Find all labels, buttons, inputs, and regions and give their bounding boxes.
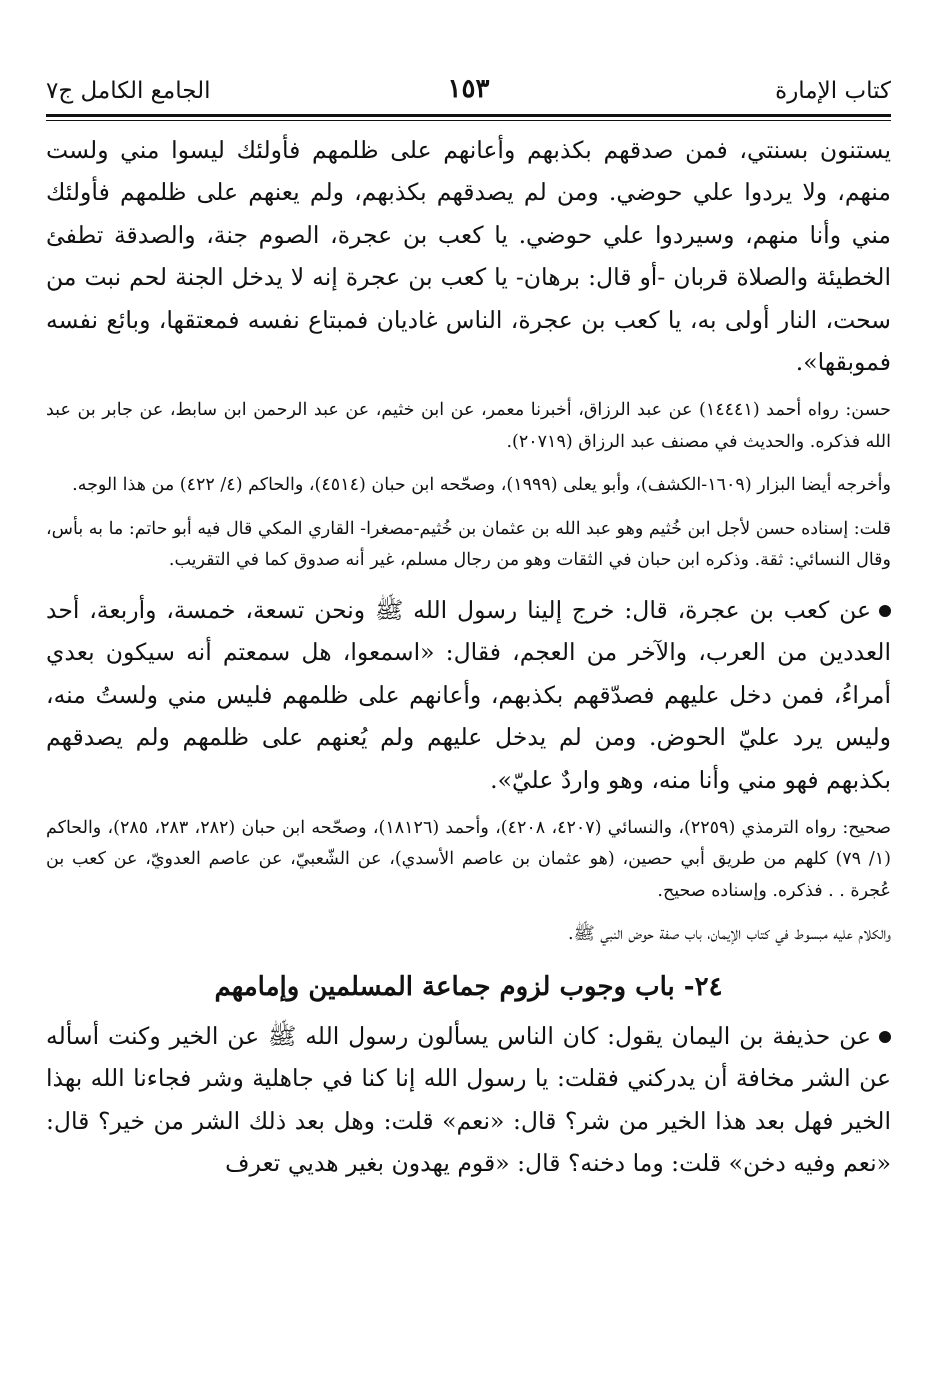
takhrij-note: وأخرجه أيضا البزار (١٦٠٩-الكشف)، وأبو يعلى (١٩٩٩)، وصحّحه ابن حبان (٤٥١٤)، والحاكم (٤/ ٤٢٢) من هذا الوجه. [72, 475, 891, 496]
page-number: ١٥٣ [447, 74, 490, 104]
hadith-body: عن حذيفة بن اليمان يقول: كان الناس يسألون رسول الله ﷺ عن الخير وكنت أسأله عن الشر مخافة أن يدركني فقلت: يا رسول الله إنا كنا في جاهلية وشر فجاءنا الله بهذا الخير فهل بعد هذا الخير من شر؟ قال: «نعم» قلت: وهل بعد ذلك الشر من خير؟ قال: «نعم وفيه دخن» قلت: وما دخنه؟ قال: «قوم يهدون بغير هديي تعرف [46, 1021, 891, 1178]
commentary-note: قلت: إسناده حسن لأجل ابن خُثيم وهو عبد الله بن عثمان بن خُثيم-مصغرا- القاري المكي قال فيه أبو حاتم: ما به بأس، وقال النسائي: ثقة. وذكره ابن حبان في الثقات وهو من رجال مسلم، غير أنه صدوق كما في التقريب. [46, 518, 891, 571]
running-header [46, 74, 891, 114]
header-rule-thick [46, 114, 891, 117]
hadith-text [46, 589, 891, 801]
takhrij-note: حسن: رواه أحمد (١٤٤٤١) عن عبد الرزاق، أخبرنا معمر، عن ابن خثيم، عن عبد الرحمن ابن سابط، عن جابر بن عبد الله فذكره. والحديث في مصنف عبد الرزاق (٢٠٧١٩). [46, 400, 891, 452]
chapter-heading: ٢٤- باب وجوب لزوم جماعة المسلمين وإمامهم [214, 971, 723, 1002]
bullet-icon [879, 1031, 891, 1043]
takhrij-note: صحيح: رواه الترمذي (٢٢٥٩)، والنسائي (٤٢٠٧، ٤٢٠٨)، وأحمد (١٨١٢٦)، وصحّحه ابن حبان (٢٨٢، ٢٨٣، ٢٨٥)، والحاكم (١/ ٧٩) كلهم من طريق أبي حصين، (هو عثمان بن عاصم الأسدي)، عن الشّعبيّ، عن عاصم العدويّ، عن كعب بن عُجرة . . فذكره. وإسناده صحيح. [46, 817, 891, 901]
book-section-title: كتاب الإمارة [775, 78, 891, 104]
header-rule-thin [46, 120, 891, 121]
book-page [46, 74, 891, 1185]
hadith-continuation: يستنون بسنتي، فمن صدقهم بكذبهم وأعانهم على ظلمهم فأولئك ليسوا مني ولست منهم، ولا يردوا علي حوضي. ومن لم يصدقهم بكذبهم، ولم يعنهم على ظلمهم فأولئك مني وأنا منهم، وسيردوا علي حوضي. يا كعب بن عجرة، الصوم جنة، والصدقة تطفئ الخطيئة والصلاة قربان -أو قال: برهان- يا كعب بن عجرة إنه لا يدخل الجنة لحم نبت من سحت، النار أولى به، يا كعب بن عجرة، الناس غاديان فمبتاع نفسه فمعتقها، وبائع نفسه فموبقها». [46, 136, 891, 377]
cross-reference-note: والكلام عليه مبسوط في كتاب الإيمان، باب صفة حوض النبي ﷺ. [568, 924, 891, 945]
hadith-text [46, 1015, 891, 1185]
book-title: الجامع الكامل ج٧ [46, 78, 211, 104]
bullet-icon [879, 605, 891, 617]
hadith-body: عن كعب بن عجرة، قال: خرج إلينا رسول الله ﷺ ونحن تسعة، خمسة، وأربعة، أحد العددين من العرب، والآخر من العجم، فقال: «اسمعوا، هل سمعتم أنه سيكون بعدي أمراءُ، فمن دخل عليهم فصدّقهم بكذبهم، وأعانهم على ظلمهم فليس مني ولستُ منه، وليس يرد عليّ الحوض. ومن لم يدخل عليهم ولم يُعنهم على ظلمهم ولم يصدقهم بكذبهم فهو مني وأنا منه، وهو واردٌ عليّ». [46, 595, 891, 794]
